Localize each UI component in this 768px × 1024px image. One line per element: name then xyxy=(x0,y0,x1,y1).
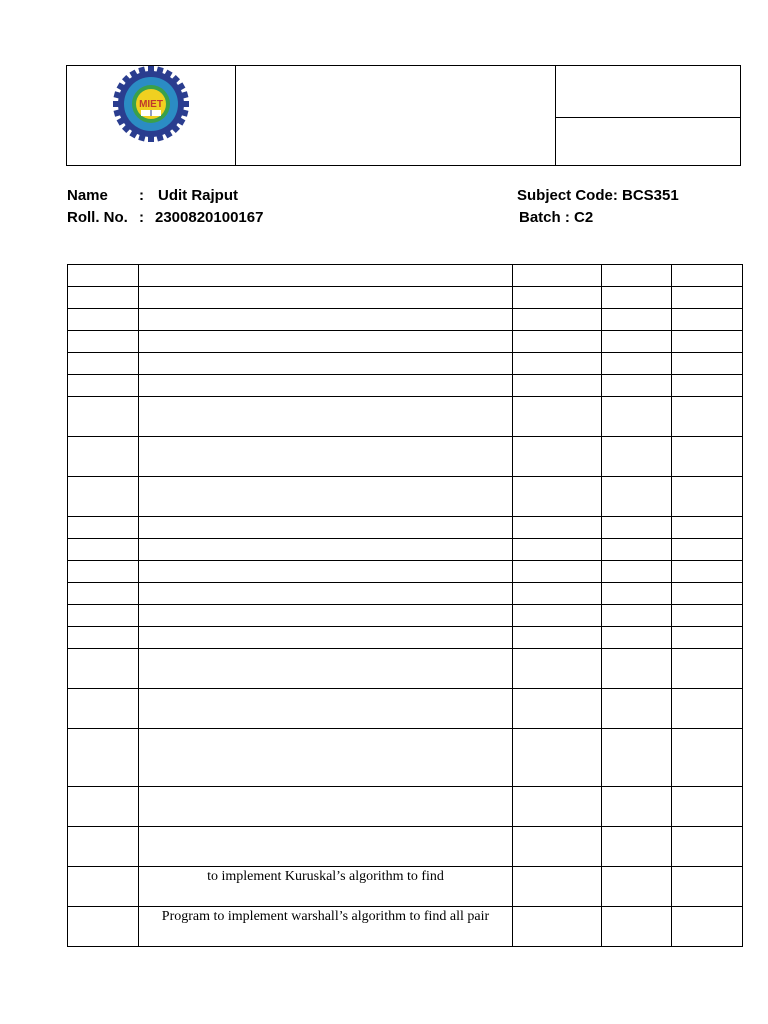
table-cell xyxy=(672,539,743,561)
institution-logo xyxy=(111,66,191,146)
table-row xyxy=(68,437,743,477)
table-row xyxy=(68,539,743,561)
table-cell xyxy=(672,583,743,605)
table-cell xyxy=(602,729,672,787)
table-cell xyxy=(513,827,602,867)
experiment-title-cell xyxy=(139,787,513,827)
table-cell xyxy=(68,827,139,867)
table-cell xyxy=(602,539,672,561)
table-cell xyxy=(68,287,139,309)
table-row xyxy=(68,517,743,539)
table-cell xyxy=(602,561,672,583)
experiment-title-cell xyxy=(139,539,513,561)
table-cell xyxy=(513,561,602,583)
table-cell xyxy=(672,787,743,827)
batch-line xyxy=(519,209,593,226)
table-cell xyxy=(602,477,672,517)
roll-label: Roll. No. xyxy=(67,209,128,226)
name-sep: : xyxy=(139,187,144,204)
experiment-title-cell xyxy=(139,517,513,539)
name-line xyxy=(67,187,238,204)
table-cell xyxy=(513,907,602,947)
experiment-title-cell xyxy=(139,309,513,331)
table-row xyxy=(68,477,743,517)
table-cell xyxy=(672,477,743,517)
experiment-title-cell xyxy=(139,827,513,867)
table-cell xyxy=(68,689,139,729)
table-cell xyxy=(68,561,139,583)
experiment-title-cell xyxy=(139,353,513,375)
table-row xyxy=(68,649,743,689)
table-cell xyxy=(68,375,139,397)
table-row xyxy=(68,827,743,867)
table-cell xyxy=(513,605,602,627)
table-cell xyxy=(602,689,672,729)
table-cell xyxy=(513,353,602,375)
table-row xyxy=(68,309,743,331)
table-cell xyxy=(68,331,139,353)
table-cell xyxy=(68,627,139,649)
table-row xyxy=(68,397,743,437)
table-row xyxy=(68,353,743,375)
header-box xyxy=(66,65,741,166)
table-cell xyxy=(68,583,139,605)
roll-line xyxy=(67,209,264,226)
subject-code-label: Subject Code: xyxy=(517,187,618,204)
table-cell xyxy=(672,907,743,947)
table-cell xyxy=(513,539,602,561)
table-cell xyxy=(602,517,672,539)
right-bottom-cell xyxy=(556,118,741,165)
experiment-title-cell: Program to implement warshall’s algorithm to find all pair xyxy=(139,907,513,947)
experiment-title-cell xyxy=(139,287,513,309)
experiment-title-cell xyxy=(139,561,513,583)
experiment-title-cell xyxy=(139,689,513,729)
table-cell xyxy=(68,353,139,375)
table-cell xyxy=(672,375,743,397)
table-cell xyxy=(68,539,139,561)
table-cell xyxy=(672,649,743,689)
table-cell xyxy=(602,827,672,867)
table-cell xyxy=(602,627,672,649)
table-cell xyxy=(602,375,672,397)
table-cell xyxy=(672,517,743,539)
name-value: Udit Rajput xyxy=(158,187,238,204)
batch-label: Batch : xyxy=(519,209,570,226)
experiment-title-cell xyxy=(139,437,513,477)
table-cell xyxy=(513,375,602,397)
table-cell xyxy=(68,517,139,539)
roll-value: 2300820100167 xyxy=(155,209,264,226)
table-cell xyxy=(672,561,743,583)
experiment-title-cell xyxy=(139,265,513,287)
table-row xyxy=(68,265,743,287)
table-cell xyxy=(672,331,743,353)
name-label: Name xyxy=(67,187,108,204)
experiment-title-cell xyxy=(139,583,513,605)
table-cell xyxy=(513,437,602,477)
table-cell xyxy=(68,867,139,907)
table-cell xyxy=(68,397,139,437)
table-cell xyxy=(672,309,743,331)
table-row xyxy=(68,375,743,397)
table-cell xyxy=(602,331,672,353)
table-cell xyxy=(672,689,743,729)
table-row xyxy=(68,907,743,947)
experiment-title-cell xyxy=(139,729,513,787)
table-row xyxy=(68,561,743,583)
experiment-title-cell xyxy=(139,397,513,437)
table-cell xyxy=(672,287,743,309)
table-cell xyxy=(513,477,602,517)
experiment-title-cell xyxy=(139,627,513,649)
experiment-table-body xyxy=(68,265,743,947)
table-cell xyxy=(602,787,672,827)
table-cell xyxy=(513,729,602,787)
table-cell xyxy=(513,331,602,353)
table-row xyxy=(68,627,743,649)
table-cell xyxy=(513,397,602,437)
table-cell xyxy=(513,787,602,827)
table-row xyxy=(68,689,743,729)
table-cell xyxy=(68,309,139,331)
table-row xyxy=(68,583,743,605)
table-cell xyxy=(672,827,743,867)
table-cell xyxy=(672,605,743,627)
table-cell xyxy=(513,309,602,331)
experiment-title-cell: to implement Kuruskal’s algorithm to find xyxy=(139,867,513,907)
table-cell xyxy=(68,787,139,827)
experiment-title-cell xyxy=(139,605,513,627)
logo-cell xyxy=(67,66,236,165)
subject-code-value: BCS351 xyxy=(622,187,679,204)
table-cell xyxy=(672,627,743,649)
table-cell xyxy=(513,649,602,689)
table-cell xyxy=(513,627,602,649)
table-cell xyxy=(602,287,672,309)
table-cell xyxy=(68,605,139,627)
table-cell xyxy=(672,265,743,287)
title-cell xyxy=(235,66,556,165)
table-cell xyxy=(602,309,672,331)
experiment-table xyxy=(67,264,743,947)
table-cell xyxy=(68,729,139,787)
table-row xyxy=(68,605,743,627)
table-cell xyxy=(672,437,743,477)
experiment-title-cell xyxy=(139,477,513,517)
table-cell xyxy=(68,437,139,477)
table-cell xyxy=(602,437,672,477)
table-row xyxy=(68,331,743,353)
table-cell xyxy=(672,397,743,437)
table-row xyxy=(68,867,743,907)
batch-value: C2 xyxy=(574,209,594,226)
table-cell xyxy=(513,583,602,605)
roll-sep: : xyxy=(139,209,144,226)
table-cell xyxy=(602,397,672,437)
logo-center-text: MIET xyxy=(139,99,163,110)
table-cell xyxy=(672,729,743,787)
table-cell xyxy=(513,867,602,907)
table-cell xyxy=(602,907,672,947)
experiment-title-cell xyxy=(139,331,513,353)
table-cell xyxy=(513,517,602,539)
table-cell xyxy=(68,265,139,287)
table-cell xyxy=(513,287,602,309)
subject-code-line xyxy=(517,187,679,204)
experiment-title-cell xyxy=(139,649,513,689)
right-top-cell xyxy=(556,66,741,118)
table-cell xyxy=(68,907,139,947)
table-row xyxy=(68,787,743,827)
table-cell xyxy=(602,265,672,287)
table-cell xyxy=(513,265,602,287)
table-cell xyxy=(672,867,743,907)
table-row xyxy=(68,729,743,787)
table-cell xyxy=(513,689,602,729)
experiment-title-cell xyxy=(139,375,513,397)
table-cell xyxy=(68,649,139,689)
table-cell xyxy=(602,353,672,375)
table-cell xyxy=(602,649,672,689)
table-cell xyxy=(672,353,743,375)
table-cell xyxy=(602,583,672,605)
table-cell xyxy=(602,605,672,627)
table-row xyxy=(68,287,743,309)
table-cell xyxy=(602,867,672,907)
table-cell xyxy=(68,477,139,517)
